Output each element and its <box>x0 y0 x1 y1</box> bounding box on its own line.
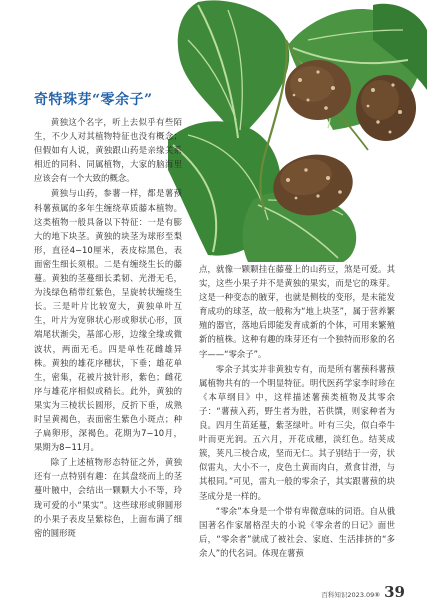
paragraph: “零余”本身是一个带有卑微意味的词语。自从俄国著名作家屠格涅夫的小说《零余者的日记》面世后，“零余者”就成了被社会、家庭、生活排挤的“多余人”的代名词。体现在薯蓣 <box>199 505 395 558</box>
magazine-source: 百科知识2023.09⑧ <box>321 591 381 599</box>
page-footer <box>321 583 405 601</box>
left-text-column <box>34 115 182 540</box>
article-title: 奇特珠芽“零余子” <box>34 92 153 108</box>
right-text-column <box>199 262 395 560</box>
page-number: 39 <box>384 583 405 601</box>
paragraph: 点，就像一颗颗挂在藤蔓上的山药豆，煞是可爱。其实，这些小果子并不是黄独的果实，而是它的珠芽。这是一种变态的腋芽，也就是侧枝的变形，是未能发育成功的球茎，故一般称为“地上块茎”，属于营养繁殖的器官，落地后即能发育成新的个体，可用来繁殖新的植株。这种有趣的珠芽还有一个独特而形象的名字——“零余子”。 <box>199 264 395 359</box>
yam-bulbil-illustration <box>168 0 427 262</box>
bulbil-illustration <box>268 60 416 221</box>
paragraph: 黄独这个名字，听上去似乎有些陌生，不少人对其植物特征也没有概念；但假如有人说，黄独跟山药是亲缘关系相近的同科、同属植物，大家的脑海里应该会有一个大致的概念。 <box>34 117 182 184</box>
paragraph: 除了上述植物形态特征之外，黄独还有一点特别有趣：在其盘绕而上的茎蔓叶腋中，会结出一颗颗大小不等，玲珑可爱的小“果实”。这些球形或卵圆形的小果子表皮呈紫棕色，上面布满了细密的圆形斑 <box>34 457 182 538</box>
paragraph: 黄独与山药，参薯一样，都是薯蓣科薯蓣属的多年生缠绕草质藤本植物。这类植物一般具备以下特征：一是有膨大的地下块茎。黄独的块茎为球形至梨形，直径4−10厘米，表皮棕黑色，表面密生细长须根。二是有缠绕生长的藤蔓。黄独的茎蔓细长柔韧、光滑无毛，为浅绿色稍带红紫色，呈旋转状缠绕生长。三是叶片比较宽大，黄独单叶互生，叶片为宽卵状心形或卵状心形，顶端尾状渐尖，基部心形，边缘全缘或微波状，两面无毛。四是单性花雌雄异株。黄独的雄花序穗状，下垂；雄花单生，密集，花被片披针形，紫色；雌花序与雄花序相似或稍长。此外，黄独的果实为三棱状长圆形，反折下垂，成熟时呈黄褐色，表面密生紫色小斑点；种子扁卵形，深褐色。花期为7−10月，果期为8−11月。 <box>34 188 182 453</box>
paragraph: 零余子其实并非黄独专有，而是所有薯蓣科薯蓣属植物共有的一个明显特征。明代医药学家李时珍在《本草纲目》中，这样描述薯蓣类植物及其零余子：“薯蓣入药，野生者为胜，若供馔，则家种者为良。四月生苗延蔓，紫茎绿叶。叶有三尖，似白牵牛叶而更光润。五六月，开花成穗，淡红色。结荚成簇，荚凡三棱合成，坚而无仁。其子别结于一旁，状似雷丸，大小不一，皮色土黄而肉白，煮食甘滑，与其根同。”可见，雷丸一般的零余子，其实跟薯蓣的块茎成分是一样的。 <box>199 363 395 501</box>
